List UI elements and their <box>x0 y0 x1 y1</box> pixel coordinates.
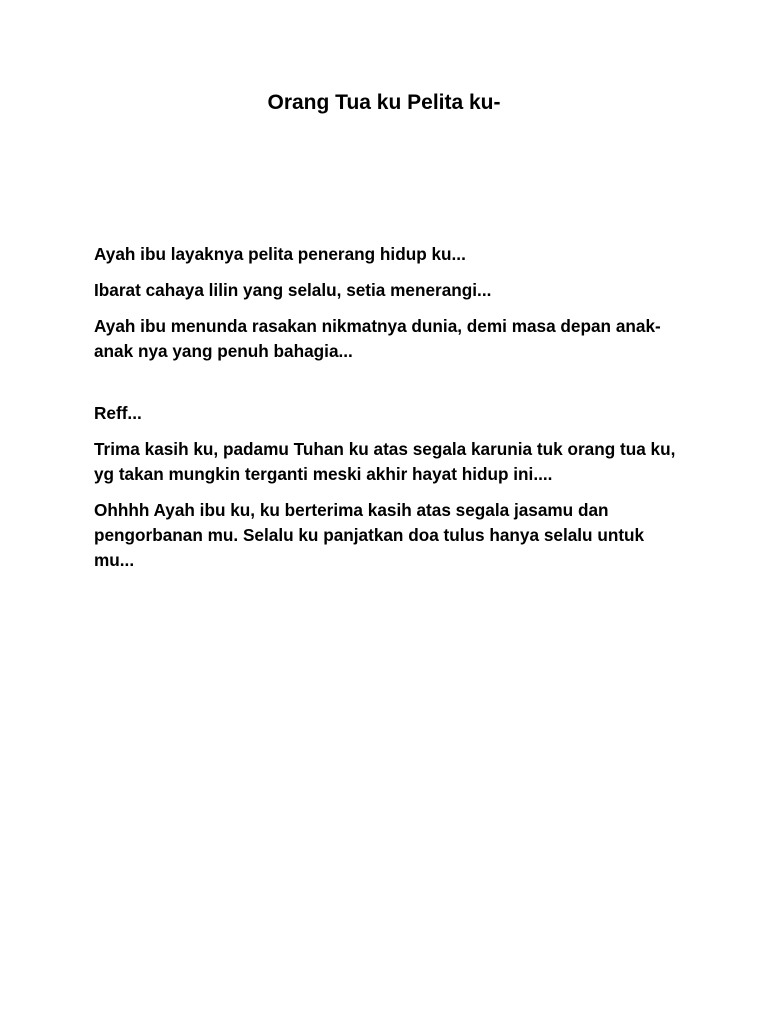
document-body <box>94 242 684 584</box>
paragraph-verse-3: Ayah ibu menunda rasakan nikmatnya dunia, demi masa depan anak-anak nya yang penuh bahagia... <box>94 316 661 361</box>
paragraph-chorus-1: Trima kasih ku, padamu Tuhan ku atas segala karunia tuk orang tua ku, yg takan mungkin terganti meski akhir hayat hidup ini.... <box>94 439 676 484</box>
paragraph-reff-label: Reff... <box>94 403 142 423</box>
paragraph-chorus-2: Ohhhh Ayah ibu ku, ku berterima kasih atas segala jasamu dan pengorbanan mu. Selalu ku panjatkan doa tulus hanya selalu untuk mu... <box>94 500 645 570</box>
paragraph-verse-1: Ayah ibu layaknya pelita penerang hidup ku... <box>94 244 466 264</box>
paragraph-verse-2: Ibarat cahaya lilin yang selalu, setia menerangi... <box>94 280 492 300</box>
document-title: Orang Tua ku Pelita ku- <box>267 91 501 114</box>
